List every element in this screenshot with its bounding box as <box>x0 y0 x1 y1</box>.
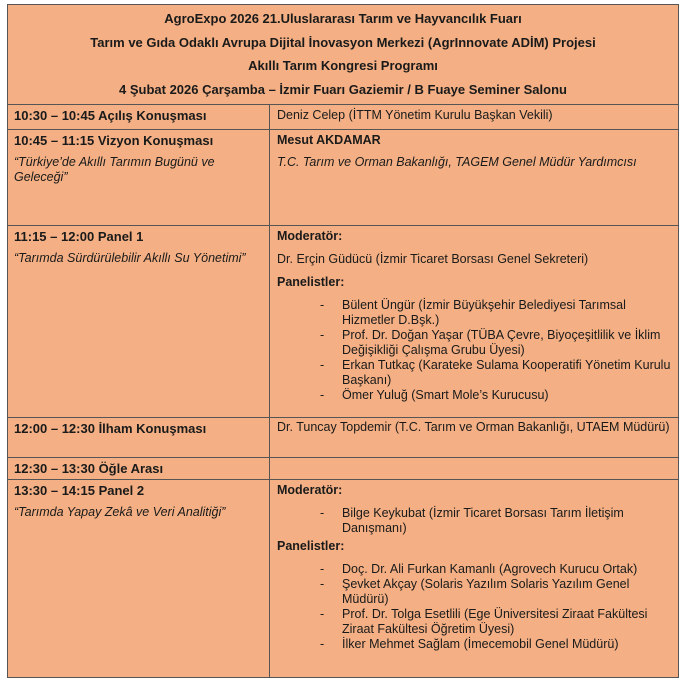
panelist-item: - Bülent Üngür (İzmir Büyükşehir Belediyesi Tarımsal Hizmetler D.Bşk.) <box>320 298 626 327</box>
session-row-inspiration <box>8 418 678 458</box>
session-speaker: Deniz Celep (İTTM Yönetim Kurulu Başkan Vekili) <box>277 108 553 122</box>
panelist-item: - Şevket Akçay (Solaris Yazılım Solaris Yazılım Genel Müdürü) <box>320 577 630 606</box>
session-time-cell <box>8 458 270 479</box>
panelist-item: - İlker Mehmet Sağlam (İmecemobil Genel Müdürü) <box>320 637 619 651</box>
session-subtitle: “Tarımda Yapay Zekâ ve Veri Analitiği” <box>14 505 226 519</box>
session-time: 11:15 – 12:00 Panel 1 <box>14 229 144 244</box>
session-time: 10:30 – 10:45 Açılış Konuşması <box>14 108 207 123</box>
session-speaker-cell <box>270 130 678 225</box>
panelists-label: Panelistler: <box>277 539 345 553</box>
session-speaker-cell <box>270 480 678 678</box>
header-event-title: AgroExpo 2026 21.Uluslararası Tarım ve Hayvancılık Fuarı <box>164 11 522 26</box>
session-row-lunch <box>8 458 678 480</box>
session-time-cell <box>8 418 270 457</box>
session-time-cell <box>8 480 270 678</box>
program-document <box>7 4 679 678</box>
session-speaker-cell <box>270 418 678 457</box>
moderator-label: Moderatör: <box>277 483 343 497</box>
session-empty-cell <box>270 458 678 479</box>
session-row-opening <box>8 105 678 130</box>
header-program-title: Akıllı Tarım Kongresi Programı <box>248 58 438 73</box>
panelist-list <box>277 562 672 652</box>
panelist-item: - Doç. Dr. Ali Furkan Kamanlı (Agrovech Kurucu Ortak) <box>320 562 638 576</box>
moderator-list <box>277 506 672 536</box>
panelist-item: - Prof. Dr. Tolga Esetlili (Ege Üniversitesi Ziraat Fakültesi Ziraat Fakültesi Öğretim Üyesi) <box>320 607 648 636</box>
panelists-label: Panelistler: <box>277 275 345 289</box>
session-time-cell <box>8 226 270 417</box>
session-row-vision <box>8 130 678 226</box>
session-time: 13:30 – 14:15 Panel 2 <box>14 483 145 498</box>
session-subtitle: “Türkiye’de Akıllı Tarımın Bugünü ve Geleceği” <box>14 155 215 184</box>
session-speaker-cell <box>270 226 678 417</box>
panelist-item: - Ömer Yuluğ (Smart Mole’s Kurucusu) <box>320 388 549 402</box>
panelist-item: - Prof. Dr. Doğan Yaşar (TÜBA Çevre, Biyoçeşitlilik ve İklim Değişikliği Çalışma Grubu Üyesi) <box>320 328 661 357</box>
header-project-title: Tarım ve Gıda Odaklı Avrupa Dijital İnovasyon Merkezi (AgrInnovate ADİM) Projesi <box>90 34 596 50</box>
session-speaker: Dr. Tuncay Topdemir (T.C. Tarım ve Orman Bakanlığı, UTAEM Müdürü) <box>277 420 670 434</box>
session-row-panel-1 <box>8 226 678 418</box>
session-time: 12:00 – 12:30 İlham Konuşması <box>14 421 207 436</box>
session-time: 12:30 – 13:30 Öğle Arası <box>14 461 164 476</box>
panelist-list <box>277 298 672 403</box>
moderator-label: Moderatör: <box>277 229 343 243</box>
session-time-cell <box>8 130 270 225</box>
speaker-title: T.C. Tarım ve Orman Bakanlığı, TAGEM Genel Müdür Yardımcısı <box>277 155 637 169</box>
panelist-item: - Erkan Tutkaç (Karateke Sulama Kooperatifi Yönetim Kurulu Başkanı) <box>320 358 671 387</box>
speaker-name: Mesut AKDAMAR <box>277 133 381 147</box>
document-header <box>8 5 678 105</box>
session-row-panel-2 <box>8 480 678 678</box>
session-speaker-cell <box>270 105 678 129</box>
moderator-name: Dr. Erçin Güdücü (İzmir Ticaret Borsası Genel Sekreteri) <box>277 252 589 266</box>
session-time-cell <box>8 105 270 129</box>
session-time: 10:45 – 11:15 Vizyon Konuşması <box>14 133 214 148</box>
header-date-venue: 4 Şubat 2026 Çarşamba – İzmir Fuarı Gaziemir / B Fuaye Seminer Salonu <box>119 81 567 97</box>
session-subtitle: “Tarımda Sürdürülebilir Akıllı Su Yönetimi” <box>14 251 246 265</box>
moderator-item: - Bilge Keykubat (İzmir Ticaret Borsası Tarım İletişim Danışmanı) <box>320 506 624 535</box>
